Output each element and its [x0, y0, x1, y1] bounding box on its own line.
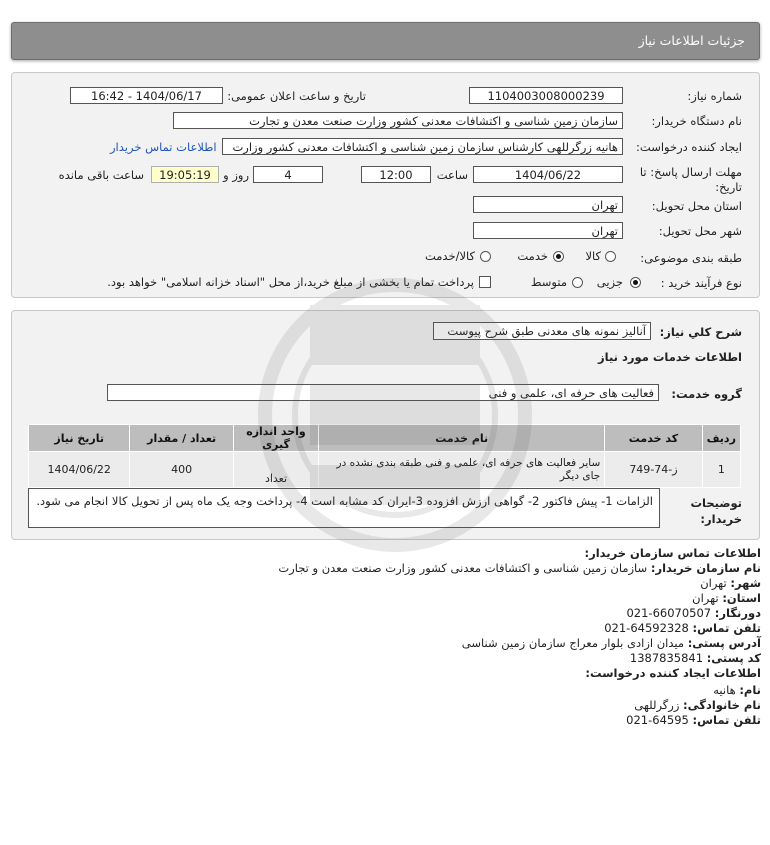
buyer-phone-row: تلفن تماس: 64592328-021 — [604, 621, 761, 635]
purchase-process-label: نوع فرآیند خرید : — [660, 276, 742, 290]
buyer-address-row: آدرس پستی: میدان ازادی بلوار معراج سازمان زمین شناسی — [461, 636, 761, 650]
buyer-province-row: استان: تهران — [692, 591, 761, 605]
time-remaining-label: ساعت باقی مانده — [58, 168, 144, 182]
request-creator-label: ایجاد کننده درخواست: — [636, 140, 742, 154]
time-remaining-field: 19:05:19 — [151, 166, 219, 183]
table-header-row — [29, 425, 741, 452]
delivery-province-field[interactable]: تهران — [473, 196, 623, 213]
category-label: طبقه بندی موضوعی: — [640, 251, 742, 265]
deadline-date-field[interactable]: 1404/06/22 — [473, 166, 623, 183]
cell-unit: تعداد — [233, 452, 318, 488]
cell-need-date: 1404/06/22 — [29, 452, 130, 488]
treasury-payment-checkbox[interactable] — [479, 276, 491, 288]
buyer-city-row: شهر: تهران — [700, 576, 761, 590]
creator-contact-heading: اطلاعات ایجاد کننده درخواست: — [585, 666, 761, 680]
buyer-notes-field[interactable]: الزامات 1- پیش فاکتور 2- گواهی ارزش افزوده 3-ایران کد مشابه است 4- پرداخت وجه یک ماه پس از تحویل کالا انجام می شود. — [28, 488, 660, 528]
category-goods-label: کالا — [585, 249, 601, 263]
cell-row-number: 1 — [702, 452, 740, 488]
col-need-date: تاریخ نیاز — [29, 425, 130, 452]
creator-phone-row: تلفن تماس: 64595-021 — [626, 713, 761, 727]
buyer-notes-label: توضیحات — [690, 496, 742, 510]
services-info-heading: اطلاعات خدمات مورد نیاز — [598, 350, 742, 364]
buyer-org-row: نام سازمان خریدار: سازمان زمین شناسی و اکتشافات معدنی کشور وزارت صنعت معدن و تجارت — [278, 561, 761, 575]
category-radio-goods[interactable] — [605, 251, 616, 262]
treasury-payment-label: پرداخت تمام یا بخشی از مبلغ خرید،از محل "اسناد خزانه اسلامی" خواهد بود. — [107, 275, 474, 289]
creator-name-row: نام: هانیه — [713, 683, 761, 697]
deadline-time-label: ساعت — [436, 168, 468, 182]
deadline-label-date: تاریخ: — [715, 180, 742, 194]
announce-datetime-field[interactable]: 1404/06/17 - 16:42 — [70, 87, 223, 104]
col-row-number: ردیف — [702, 425, 740, 452]
col-service-name: نام خدمت — [319, 425, 605, 452]
cell-service-name: سایر فعالیت های حرفه ای، علمی و فنی طبقه بندی نشده در جای دیگر — [319, 452, 605, 488]
cell-quantity: 400 — [130, 452, 233, 488]
days-remaining-field: 4 — [253, 166, 323, 183]
cell-service-code: ز-74-749 — [605, 452, 702, 488]
buyer-org-label: نام دستگاه خریدار: — [651, 114, 742, 128]
need-number-label: شماره نیاز: — [687, 89, 742, 103]
request-creator-field[interactable]: هانیه زرگرللهی کارشناس سازمان زمین شناسی و اکتشافات معدنی کشور وزارت — [222, 138, 623, 155]
page-header — [11, 22, 760, 60]
buyer-contact-heading: اطلاعات تماس سازمان خریدار: — [584, 546, 761, 560]
col-service-code: کد خدمت — [605, 425, 702, 452]
buyer-notes-label-2: خریدار: — [700, 512, 742, 526]
deadline-time-field[interactable]: 12:00 — [361, 166, 431, 183]
service-group-label: گروه خدمت: — [671, 387, 742, 401]
category-goods-service-label: کالا/خدمت — [424, 249, 475, 263]
buyer-fax-row: دورنگار: 66070507-021 — [626, 606, 761, 620]
process-radio-minor[interactable] — [630, 277, 641, 288]
days-label: روز و — [223, 168, 249, 182]
page-title: جزئیات اطلاعات نیاز — [638, 33, 745, 48]
delivery-city-field[interactable]: تهران — [473, 222, 623, 239]
process-minor-label: جزیی — [596, 275, 623, 289]
services-table — [28, 424, 741, 488]
category-radio-goods-service[interactable] — [480, 251, 491, 262]
category-radio-service[interactable] — [553, 251, 564, 262]
category-service-label: خدمت — [517, 249, 548, 263]
creator-family-row: نام خانوادگی: زرگرللهی — [634, 698, 761, 712]
delivery-province-label: استان محل تحویل: — [651, 199, 742, 213]
buyer-postal-row: کد پستی: 1387835841 — [629, 651, 761, 665]
service-group-field[interactable]: فعالیت های حرفه ای، علمی و فنی — [107, 384, 659, 401]
col-unit: واحد اندازه گیری — [233, 425, 318, 452]
process-medium-label: متوسط — [530, 275, 567, 289]
general-description-label: شرح کلي نياز: — [659, 325, 742, 339]
announce-datetime-label: تاریخ و ساعت اعلان عمومی: — [227, 89, 366, 103]
general-description-field[interactable]: آنالیز نمونه های معدنی طبق شرح پیوست — [433, 322, 651, 340]
delivery-city-label: شهر محل تحویل: — [658, 224, 742, 238]
table-row[interactable] — [29, 452, 741, 488]
need-number-field[interactable]: 1104003008000239 — [469, 87, 623, 104]
deadline-label: مهلت ارسال پاسخ: تا — [639, 165, 742, 179]
buyer-org-field[interactable]: سازمان زمین شناسی و اکتشافات معدنی کشور وزارت صنعت معدن و تجارت — [173, 112, 623, 129]
process-radio-medium[interactable] — [572, 277, 583, 288]
buyer-contact-link[interactable]: اطلاعات تماس خریدار — [110, 140, 217, 154]
col-quantity: تعداد / مقدار — [130, 425, 233, 452]
